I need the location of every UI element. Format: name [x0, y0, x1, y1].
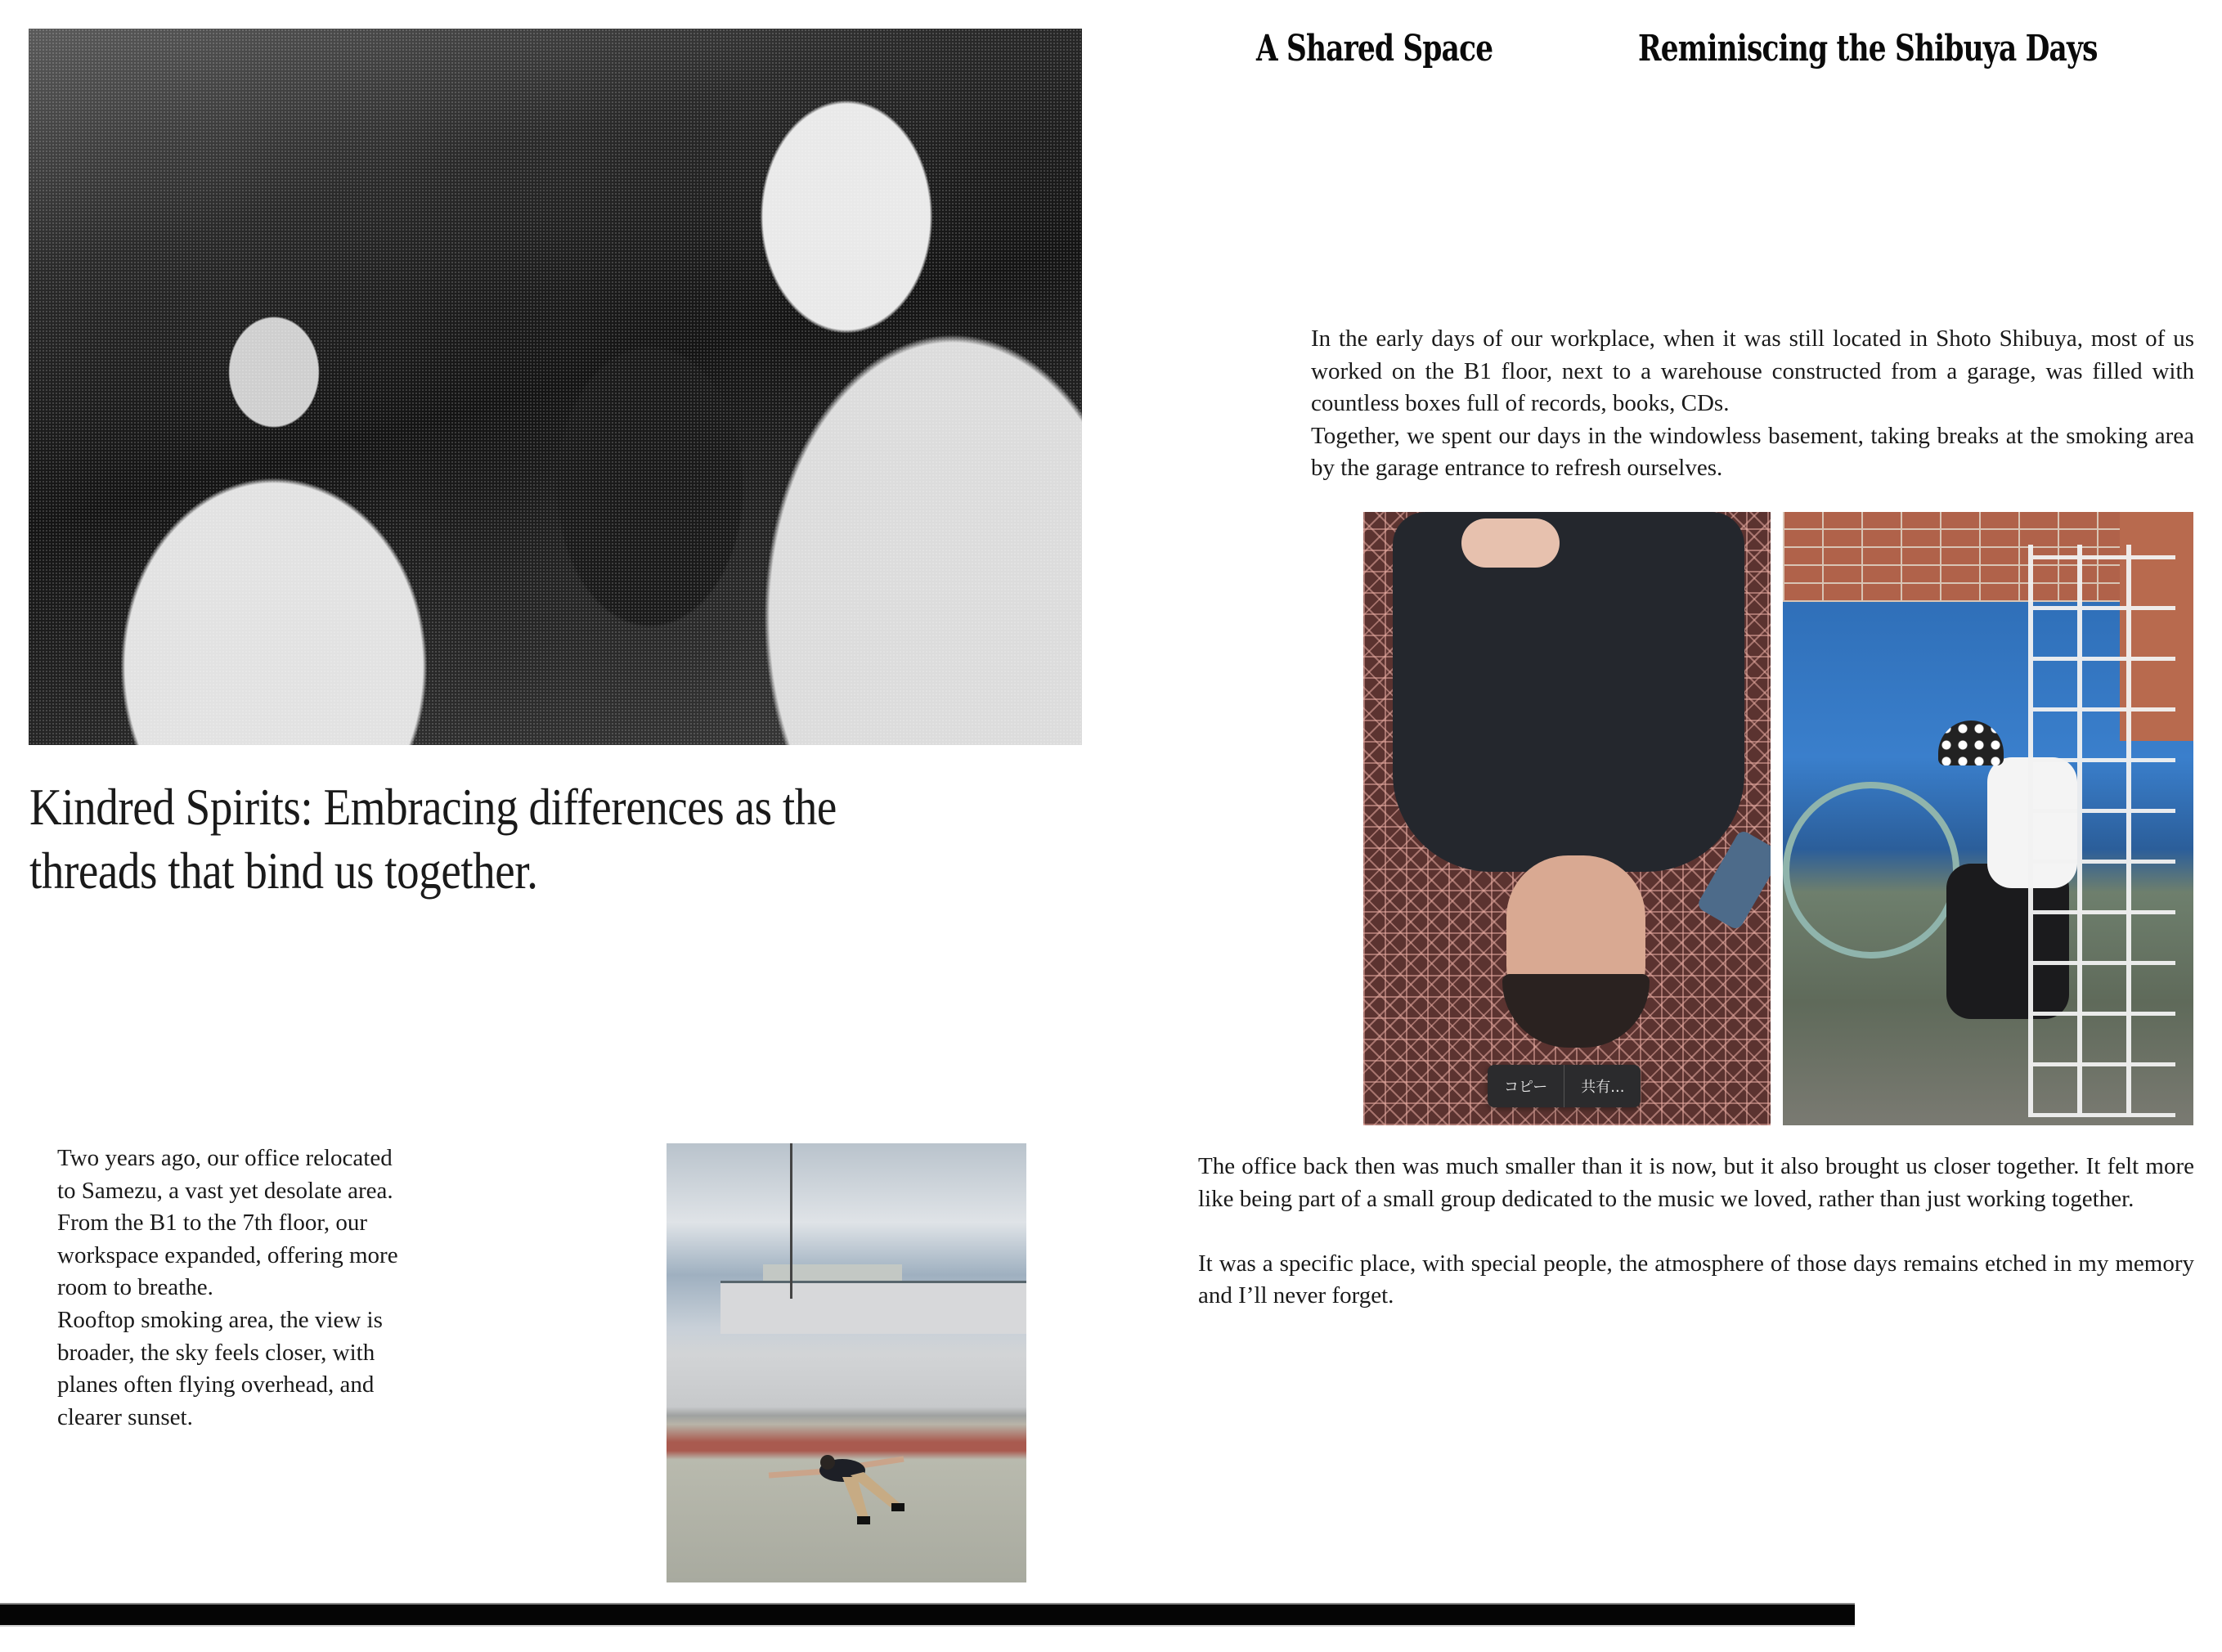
copy-share-context-menu: [1488, 1065, 1641, 1107]
clasped-hands: [1461, 518, 1560, 568]
smoking-area-photo: [1783, 512, 2193, 1125]
patterned-cap: [1938, 721, 2004, 765]
office-paragraph: [1198, 1151, 2194, 1313]
heading-reminiscing-shibuya-days: Reminiscing the Shibuya Days: [1638, 28, 2098, 70]
sweater-torso: [1393, 512, 1744, 872]
hair: [1502, 974, 1650, 1048]
copy-menu-item[interactable]: コピー: [1504, 1079, 1548, 1096]
shibuya-paragraph: [1311, 323, 2194, 485]
samezu-paragraph-line-1: Two years ago, our office relocated to Samezu, a vast yet desolate area. From the B1 to the 7th floor, our workspace expanded, offering more room to breathe.: [57, 1145, 398, 1301]
samezu-paragraph-line-2: Rooftop smoking area, the view is broader, the sky feels closer, with planes often flying overhead, and clearer sunset.: [57, 1306, 383, 1430]
samezu-paragraph: [57, 1142, 401, 1434]
heading-a-shared-space: A Shared Space: [1256, 28, 1493, 70]
lying-person-figure: [761, 1452, 932, 1526]
office-paragraph-2: It was a specific place, with special people, the atmosphere of those days remains etched in my memory and I’ll never forget.: [1198, 1250, 2194, 1309]
share-menu-item[interactable]: 共有...: [1581, 1079, 1625, 1096]
rooftop-photo: [667, 1143, 1026, 1582]
headline: Kindred Spirits: Embracing differences as the threads that bind us together.: [29, 778, 837, 900]
shibuya-paragraph-line-2: Together, we spent our days in the windowless basement, taking breaks at the smoking area by the garage entrance to refresh ourselves.: [1311, 422, 2194, 482]
rooftop-antenna-pole: [790, 1143, 792, 1299]
bicycle-wheel: [1783, 782, 1959, 958]
rooftop-building: [720, 1281, 1026, 1334]
lying-down-photo: [1363, 512, 1771, 1125]
shibuya-paragraph-line-1: In the early days of our workplace, when it was still located in Shoto Shibuya, most of us worked on the B1 floor, next to a warehouse constructed from a garage, was filled with countless boxes full of records, books, CDs.: [1311, 325, 2194, 417]
bottom-black-bar: [0, 1603, 1855, 1627]
white-metal-rack: [2028, 545, 2175, 1117]
office-paragraph-1: The office back then was much smaller than it is now, but it also brought us closer together. It felt more like being part of a small group dedicated to the music we loved, rather than just working together.: [1198, 1153, 2194, 1212]
party-photo: [29, 29, 1082, 745]
